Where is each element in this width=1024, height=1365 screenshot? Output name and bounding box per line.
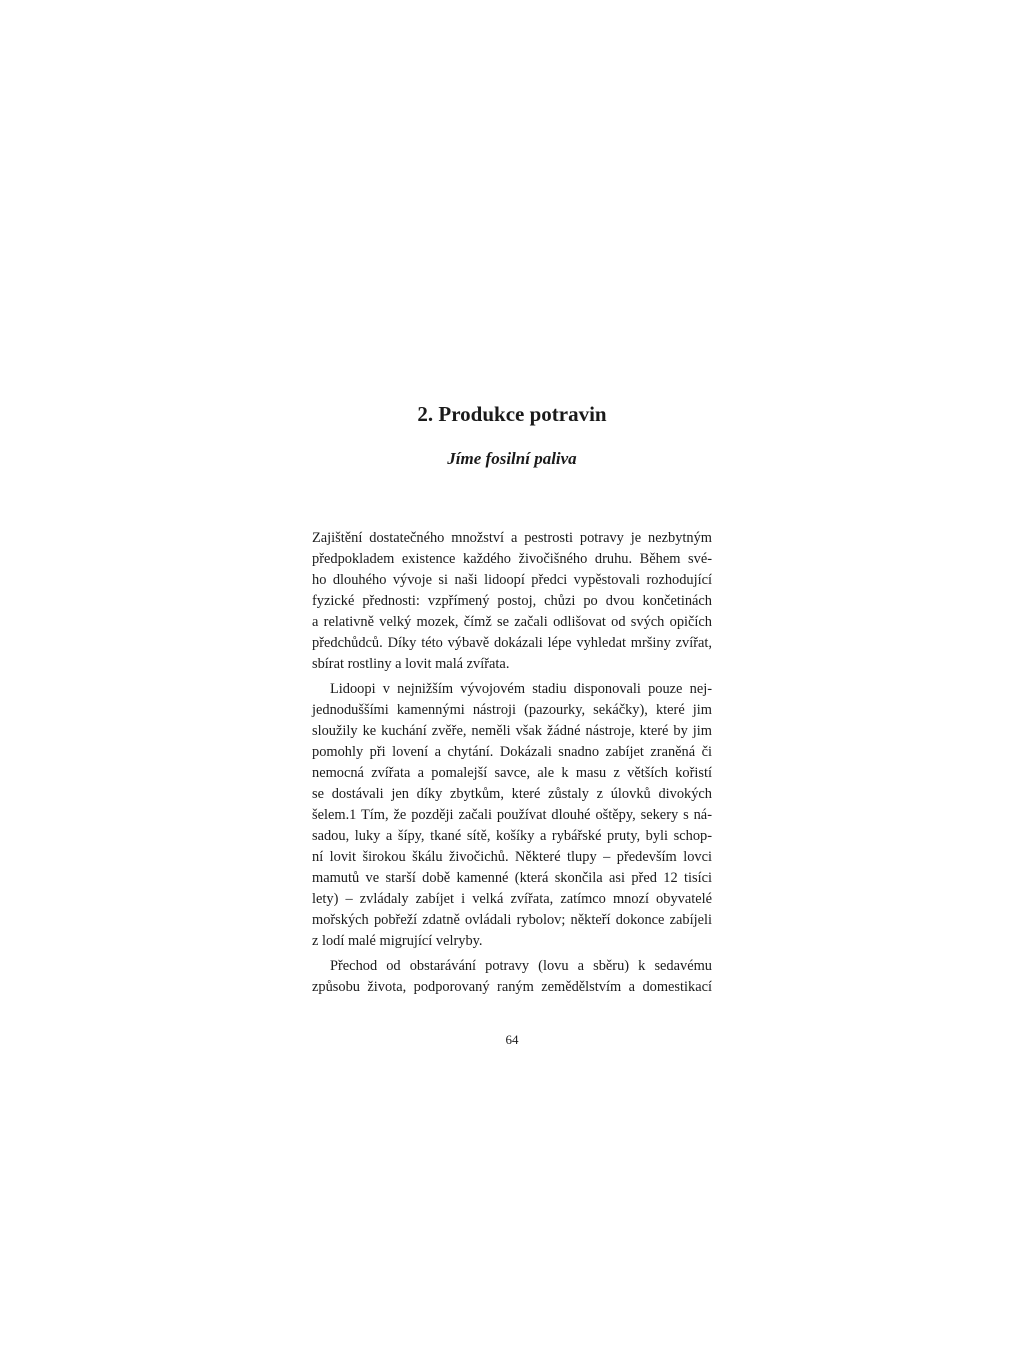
text-line: šelem.1 Tím, že později začali používat dlouhé oštěpy, sekery s ná- — [312, 807, 712, 823]
paragraph — [312, 956, 712, 998]
text-line: se dostávali jen díky zbytkům, které zůstaly z úlovků divokých — [312, 786, 712, 802]
text-line: ho dlouhého vývoje si naši lidoopí předci vypěstovali rozhodující — [312, 572, 712, 588]
text-line: mořských pobřeží zdatně ovládali rybolov; někteří dokonce zabíjeli — [312, 912, 712, 928]
text-line: předchůdců. Díky této výbavě dokázali lépe vyhledat mršiny zvířat, — [312, 635, 712, 651]
text-line: nemocná zvířata a pomalejší savce, ale k masu z větších kořistí — [312, 765, 712, 781]
text-line: Přechod od obstarávání potravy (lovu a sběru) k sedavému — [330, 958, 712, 974]
text-line: z lodí malé migrující velryby. — [312, 933, 483, 949]
text-line: fyzické přednosti: vzpřímený postoj, chůzi po dvou končetinách — [312, 593, 712, 609]
page-number: 64 — [505, 1032, 519, 1047]
text-line: a relativně velký mozek, čímž se začali odlišovat od svých opičích — [312, 614, 712, 630]
paragraph — [312, 679, 712, 952]
text-line: předpokladem existence každého živočišného druhu. Během své- — [312, 551, 712, 567]
text-line: ní lovit širokou škálu živočichů. Některé tlupy – především lovci — [312, 849, 712, 865]
text-line: Lidoopi v nejnižším vývojovém stadiu disponovali pouze nej- — [330, 681, 712, 697]
text-line: sbírat rostliny a lovit malá zvířata. — [312, 656, 510, 672]
paragraph — [312, 528, 712, 675]
text-line: jednoduššími kamennými nástroji (pazourky, sekáčky), které jim — [312, 702, 712, 718]
text-line: mamutů ve starší době kamenné (která skončila asi před 12 tisíci — [312, 870, 712, 886]
text-line: Zajištění dostatečného množství a pestrosti potravy je nezbytným — [312, 530, 712, 546]
chapter-title: 2. Produkce potravin — [417, 402, 607, 426]
text-line: sloužily ke kuchání zvěře, neměli však žádné nástroje, které by jim — [312, 723, 712, 739]
text-line: pomohly při lovení a chytání. Dokázali snadno zabíjet zraněná či — [312, 744, 712, 760]
body-text — [312, 528, 712, 998]
chapter-subtitle: Jíme fosilní paliva — [447, 449, 577, 468]
text-line: způsobu života, podporovaný raným zemědělstvím a domestikací — [312, 979, 712, 995]
text-line: lety) – zvládaly zabíjet i velká zvířata, zatímco mnozí obyvatelé — [312, 891, 712, 907]
text-line: sadou, luky a šípy, tkané sítě, košíky a rybářské pruty, byli schop- — [312, 828, 712, 844]
